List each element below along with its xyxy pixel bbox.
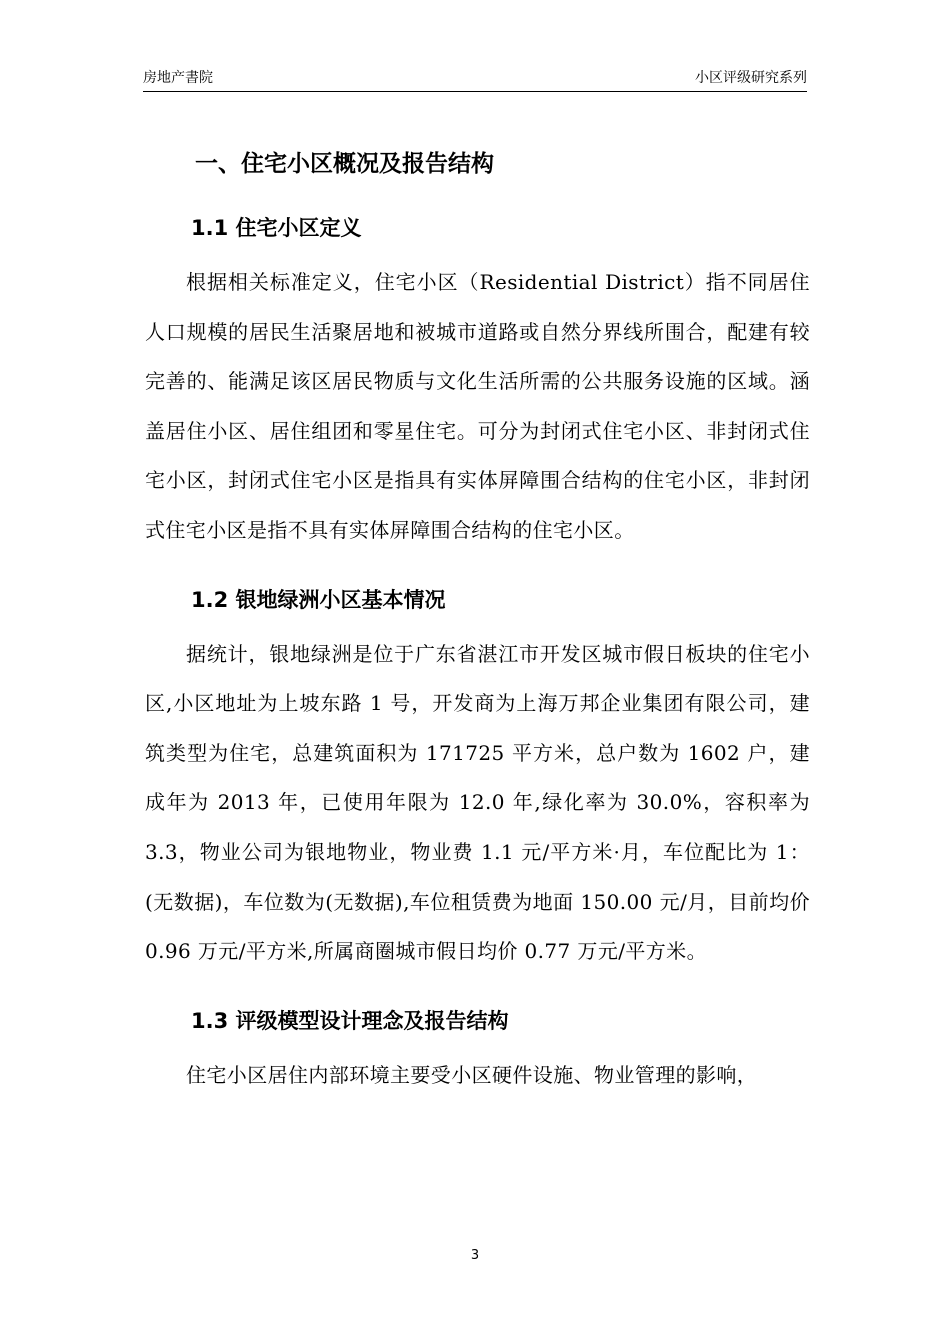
header-right-title: 小区评级研究系列 (695, 70, 807, 86)
section-paragraph-1-2: 据统计，银地绿洲是位于广东省湛江市开发区城市假日板块的住宅小区,小区地址为上坡东路 1 号，开发商为上海万邦企业集团有限公司，建筑类型为住宅，总建筑面积为 171725 平方米，总户数为 1602 户，建成年为 2013 年，已使用年限为 12.0 年,绿化率为 30.0%，容积率为 3.3，物业公司为银地物业，物业费 1.1 元/平方米·月，车位配比为 1：(无数据)，车位数为(无数据),车位租赁费为地面 150.00 元/月，目前均价 0.96 万元/平方米,所属商圈城市假日均价 0.77 万元/平方米。 (145, 641, 810, 964)
section-heading-1-3: 1.3 评级模型设计理念及报告结构 (191, 1008, 509, 1033)
section-paragraph-1-1: 根据相关标准定义，住宅小区（Residential District）指不同居住人口规模的居民生活聚居地和被城市道路或自然分界线所围合，配建有较完善的、能满足该区居民物质与文化生活所需的公共服务设施的区域。涵盖居住小区、居住组团和零星住宅。可分为封闭式住宅小区、非封闭式住宅小区，封闭式住宅小区是指具有实体屏障围合结构的住宅小区，非封闭式住宅小区是指不具有实体屏障围合结构的住宅小区。 (145, 270, 810, 542)
page-number: 3 (470, 1248, 480, 1263)
section-heading-1-2: 1.2 银地绿洲小区基本情况 (191, 587, 446, 612)
chapter-title: 一、住宅小区概况及报告结构 (195, 151, 494, 177)
header-left-title: 房地产書院 (143, 70, 213, 86)
header-divider (143, 91, 807, 92)
document-body (145, 140, 810, 1100)
section-heading-1-1: 1.1 住宅小区定义 (191, 216, 362, 240)
section-paragraph-1-3: 住宅小区居住内部环境主要受小区硬件设施、物业管理的影响， (186, 1062, 758, 1087)
